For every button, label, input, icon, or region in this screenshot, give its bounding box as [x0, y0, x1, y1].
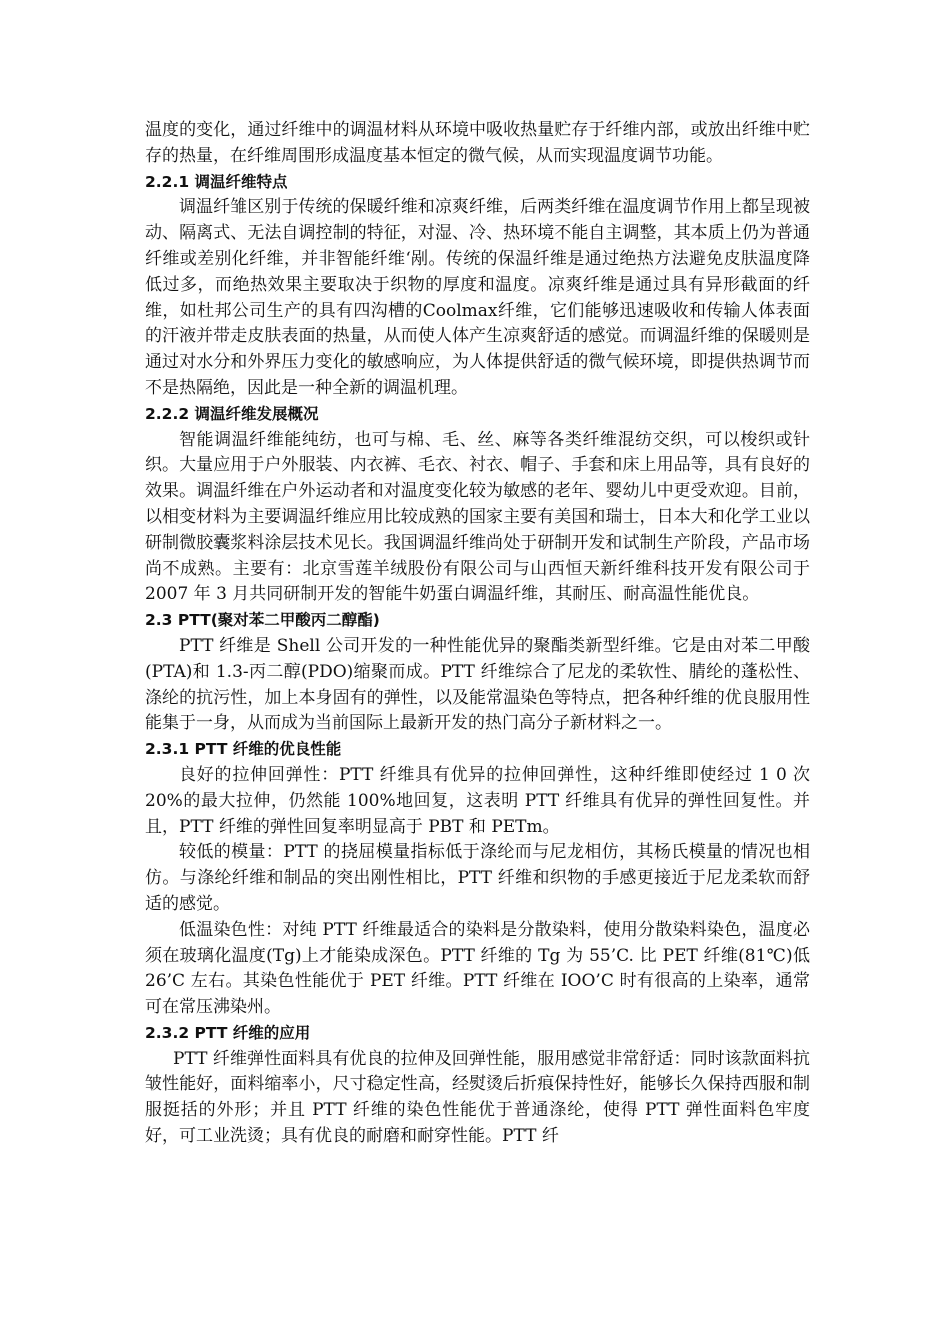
- paragraph-2-3-1-dyeing: 低温染色性：对纯 PTT 纤维最适合的染料是分散染料，使用分散染料染色，温度必须在玻璃化温度(Tg)上才能染成深色。PTT 纤维的 Tg 为 55’C. 比 PET 纤维(81℃)低 26’C 左右。其染色性能优于 PET 纤维。PTT 纤维在 IOO’C 时有很高的上染率，通常可在常压沸染州。: [145, 919, 810, 1018]
- paragraph-2-3-2: PTT 纤维弹性面料具有优良的拉伸及回弹性能，服用感觉非常舒适：同时该款面料抗皱性能好，面料缩率小，尺寸稳定性高，经熨烫后折痕保持性好，能够长久保持西服和制服挺括的外形；并且 PTT 纤维的染色性能优于普通涤纶，使得 PTT 弹性面料色牢度好，可工业洗烫；具有优良的耐磨和耐穿性能。PTT 纤: [145, 1048, 810, 1147]
- paragraph-2-2-2: 智能调温纤维能纯纺，也可与棉、毛、丝、麻等各类纤维混纺交织，可以梭织或针织。大量应用于户外服装、内衣裤、毛衣、衬衣、帽子、手套和床上用品等，具有良好的效果。调温纤维在户外运动者和对温度变化较为敏感的老年、婴幼儿中更受欢迎。目前，以相变材料为主要调温纤维应用比较成熟的国家主要有美国和瑞士，日本大和化学工业以研制微胶囊浆料涂层技术见长。我国调温纤维尚处于研制开发和试制生产阶段，产品市场尚不成熟。主要有：北京雪莲羊绒股份有限公司与山西恒天新纤维科技开发有限公司于 2007 年 3 月共同研制开发的智能牛奶蛋白调温纤维，其耐压、耐高温性能优良。: [145, 429, 810, 605]
- document-page: [145, 118, 810, 1150]
- heading-2-3: 2.3 PTT(聚对苯二甲酸丙二醇酯): [145, 611, 380, 630]
- heading-2-3-1: 2.3.1 PTT 纤维的优良性能: [145, 740, 342, 759]
- heading-2-3-2: 2.3.2 PTT 纤维的应用: [145, 1023, 311, 1042]
- heading-2-2-2: 2.2.2 调温纤维发展概况: [145, 404, 319, 423]
- paragraph-2-3-1-elasticity: 良好的拉伸回弹性：PTT 纤维具有优异的拉伸回弹性，这种纤维即使经过 1 0 次 20%的最大拉伸，仍然能 100%地回复，这表明 PTT 纤维具有优异的弹性回复性。并且，PTT 纤维的弹性回复率明显高于 PBT 和 PETm。: [145, 764, 810, 837]
- paragraph-2-3: PTT 纤维是 Shell 公司开发的一种性能优异的聚酯类新型纤维。它是由对苯二甲酸(PTA)和 1.3-丙二醇(PDO)缩聚而成。PTT 纤维综合了尼龙的柔软性、腈纶的蓬松性、涤纶的抗污性，加上本身固有的弹性，以及能常温染色等特点，把各种纤维的优良服用性能集于一身，从而成为当前国际上最新开发的热门高分子新材料之一。: [145, 635, 810, 734]
- heading-2-2-1: 2.2.1 调温纤维特点: [145, 172, 288, 191]
- paragraph-intro: 温度的变化，通过纤维中的调温材料从环境中吸收热量贮存于纤维内部，或放出纤维中贮存的热量，在纤维周围形成温度基本恒定的微气候，从而实现温度调节功能。: [145, 120, 810, 166]
- paragraph-2-3-1-modulus: 较低的模量：PTT 的挠屈模量指标低于涤纶而与尼龙相仿，其杨氏模量的情况也相仿。与涤纶纤维和制品的突出刚性相比，PTT 纤维和织物的手感更接近于尼龙柔软而舒适的感觉。: [145, 842, 810, 914]
- paragraph-2-2-1: 调温纤雏区别于传统的保暖纤维和凉爽纤维，后两类纤维在温度调节作用上都呈现被动、隔离式、无法自调控制的特征，对湿、冷、热环境不能自主调整，其本质上仍为普通纤维或差别化纤维，并非智能纤维‘剐。传统的保温纤维是通过绝热方法避免皮肤温度降低过多，而绝热效果主要取决于织物的厚度和温度。凉爽纤维是通过具有异形截面的纤维，如杜邦公司生产的具有四沟槽的Coolmax纤维，它们能够迅速吸收和传输人体表面的汗液并带走皮肤表面的热量，从而使人体产生凉爽舒适的感觉。而调温纤维的保暖则是通过对水分和外界压力变化的敏感响应，为人体提供舒适的微气候环境，即提供热调节而不是热隔绝，因此是一种全新的调温机理。: [145, 197, 810, 398]
